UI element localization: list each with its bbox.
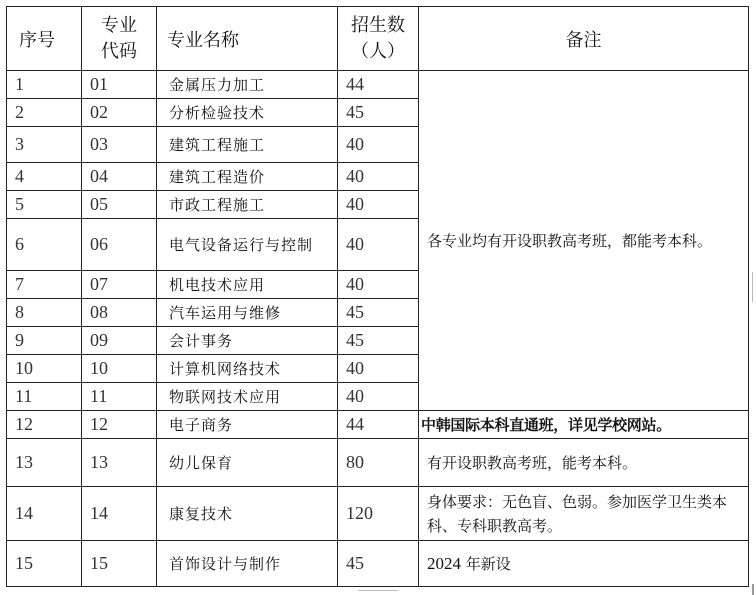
cell-seq: 11 — [7, 383, 82, 411]
cell-seq: 15 — [7, 541, 82, 587]
header-code-line1: 专业 — [101, 14, 137, 36]
cell-code: 06 — [82, 219, 157, 271]
cell-name: 电子商务 — [157, 411, 338, 439]
cell-seq: 9 — [7, 327, 82, 355]
cell-quota: 45 — [338, 99, 419, 127]
cell-quota: 40 — [338, 191, 419, 219]
cell-code: 03 — [82, 127, 157, 163]
cell-name: 汽车运用与维修 — [157, 299, 338, 327]
cell-name: 会计事务 — [157, 327, 338, 355]
cell-code: 08 — [82, 299, 157, 327]
cell-name: 幼儿保育 — [157, 439, 338, 487]
cell-quota: 80 — [338, 439, 419, 487]
cell-seq: 4 — [7, 163, 82, 191]
cell-note-group: 各专业均有开设职教高考班，都能考本科。 — [419, 71, 749, 411]
cell-note-row12: 中韩国际本科直通班，详见学校网站。 — [419, 411, 749, 439]
cell-name: 建筑工程造价 — [157, 163, 338, 191]
cell-quota: 40 — [338, 163, 419, 191]
cell-code: 15 — [82, 541, 157, 587]
header-code-line2: 代码 — [101, 40, 137, 62]
cell-note-row15 — [419, 541, 749, 587]
cell-quota: 45 — [338, 299, 419, 327]
note-year: 2024 — [427, 553, 461, 573]
header-quota-line1: 招生数 — [351, 14, 405, 36]
cell-code: 14 — [82, 487, 157, 541]
table-row — [7, 411, 749, 439]
table-row — [7, 71, 749, 99]
note-new-text: 年新设 — [465, 554, 511, 573]
table-header-row — [7, 7, 749, 71]
cell-seq: 12 — [7, 411, 82, 439]
cell-seq: 3 — [7, 127, 82, 163]
page-edge-mark — [752, 584, 754, 595]
cell-quota: 120 — [338, 487, 419, 541]
cell-code: 04 — [82, 163, 157, 191]
cell-code: 01 — [82, 71, 157, 99]
cell-seq: 8 — [7, 299, 82, 327]
cell-name: 电气设备运行与控制 — [157, 219, 338, 271]
admissions-table — [6, 6, 749, 587]
cell-code: 05 — [82, 191, 157, 219]
cell-code: 12 — [82, 411, 157, 439]
table-row — [7, 439, 749, 487]
cell-name: 市政工程施工 — [157, 191, 338, 219]
cell-quota: 45 — [338, 327, 419, 355]
cell-name: 建筑工程施工 — [157, 127, 338, 163]
cell-name: 机电技术应用 — [157, 271, 338, 299]
cell-code: 10 — [82, 355, 157, 383]
cell-note-row13: 有开设职教高考班，能考本科。 — [419, 439, 749, 487]
cell-code: 07 — [82, 271, 157, 299]
cell-name: 首饰设计与制作 — [157, 541, 338, 587]
cell-code: 11 — [82, 383, 157, 411]
cell-quota: 40 — [338, 383, 419, 411]
header-quota-line2: （人） — [351, 40, 405, 62]
cell-code: 02 — [82, 99, 157, 127]
header-note: 备注 — [419, 7, 749, 71]
cell-quota: 45 — [338, 541, 419, 587]
cell-name: 计算机网络技术 — [157, 355, 338, 383]
cell-seq: 7 — [7, 271, 82, 299]
header-quota — [338, 7, 419, 71]
cell-quota: 40 — [338, 355, 419, 383]
table-row — [7, 487, 749, 541]
cell-seq: 6 — [7, 219, 82, 271]
header-name: 专业名称 — [157, 7, 338, 71]
cell-quota: 44 — [338, 411, 419, 439]
cell-quota: 40 — [338, 127, 419, 163]
page-edge-mark — [752, 272, 753, 302]
cell-note-row14: 身体要求：无色盲、色弱。参加医学卫生类本科、专科职教高考。 — [419, 487, 749, 541]
table-row — [7, 541, 749, 587]
cell-name: 物联网技术应用 — [157, 383, 338, 411]
cell-seq: 1 — [7, 71, 82, 99]
page-edge-mark — [358, 590, 398, 591]
cell-quota: 40 — [338, 271, 419, 299]
cell-name: 金属压力加工 — [157, 71, 338, 99]
cell-name: 康复技术 — [157, 487, 338, 541]
cell-quota: 40 — [338, 219, 419, 271]
cell-seq: 2 — [7, 99, 82, 127]
header-code — [82, 7, 157, 71]
cell-seq: 10 — [7, 355, 82, 383]
cell-seq: 14 — [7, 487, 82, 541]
cell-seq: 5 — [7, 191, 82, 219]
header-seq: 序号 — [7, 7, 82, 71]
cell-code: 13 — [82, 439, 157, 487]
cell-code: 09 — [82, 327, 157, 355]
cell-quota: 44 — [338, 71, 419, 99]
cell-seq: 13 — [7, 439, 82, 487]
cell-name: 分析检验技术 — [157, 99, 338, 127]
